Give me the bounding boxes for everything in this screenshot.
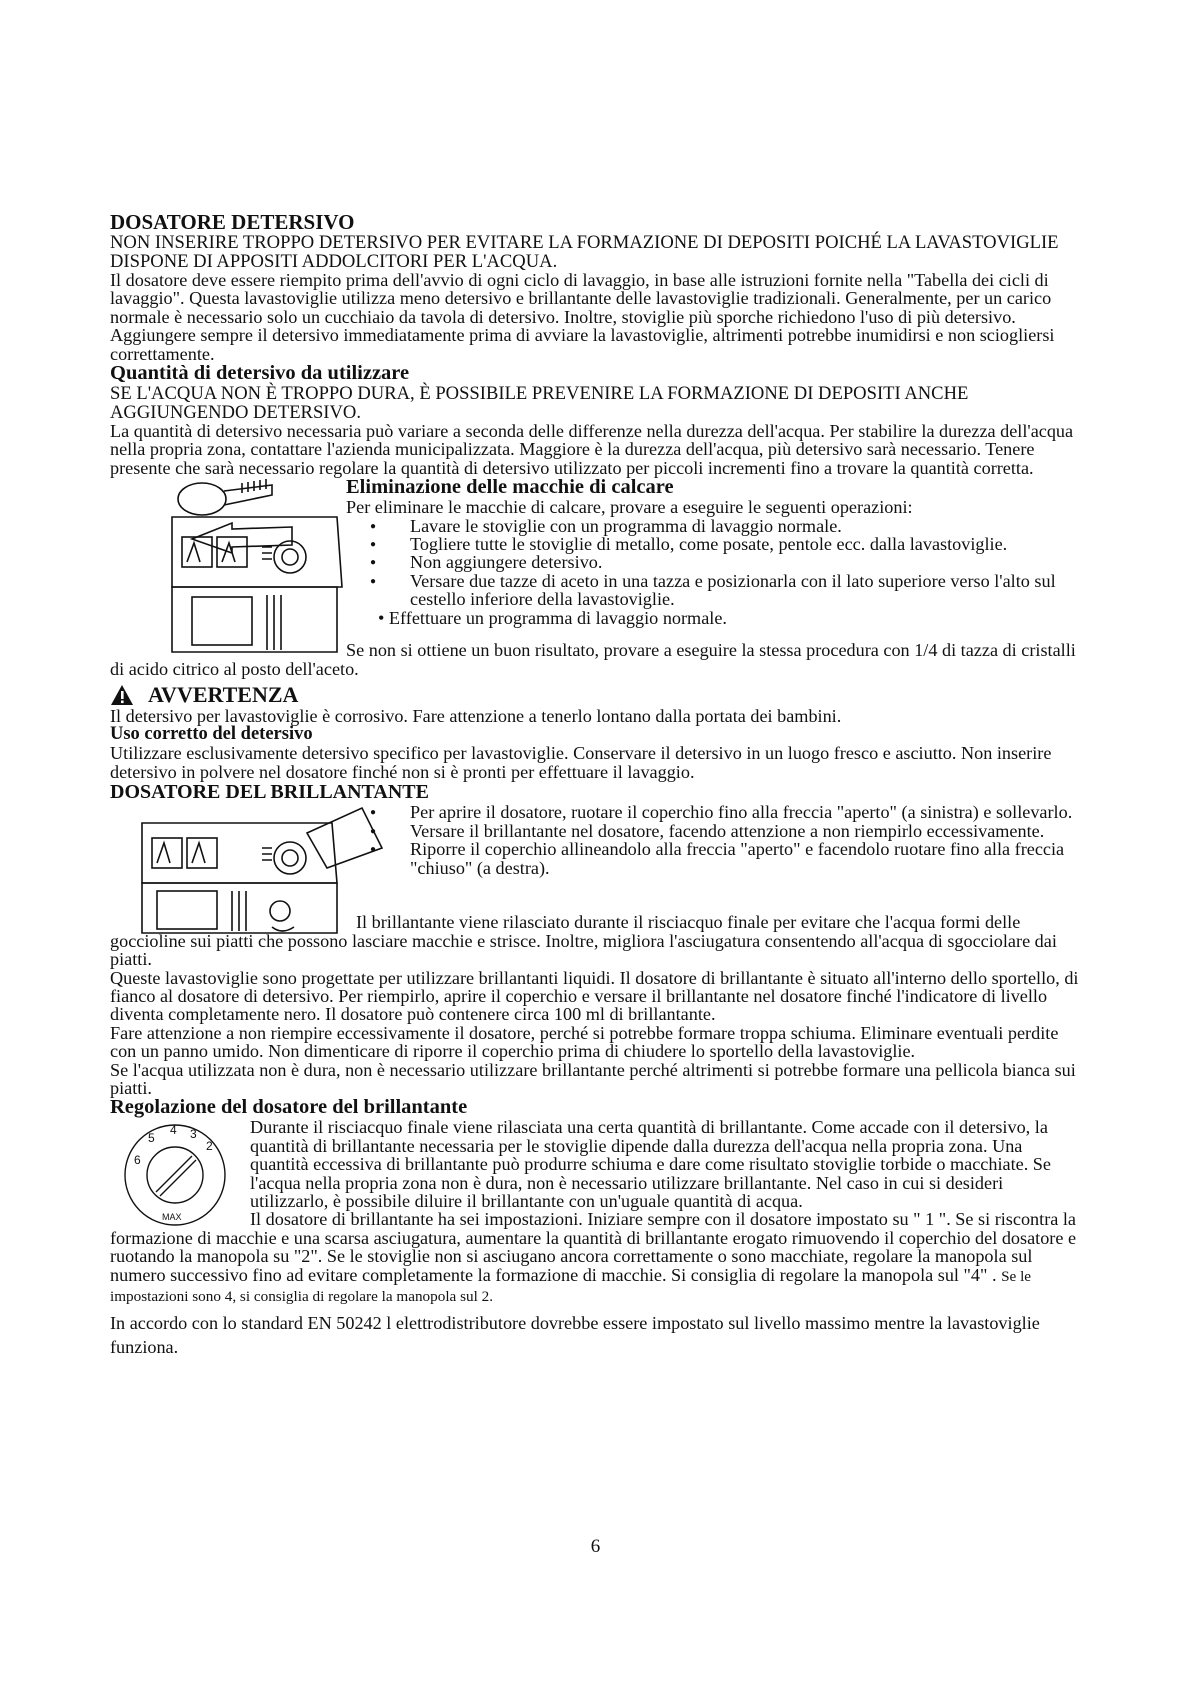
quantity-caps: SE L'ACQUA NON È TROPPO DURA, È POSSIBILE PREVENIRE LA FORMAZIONE DI DEPOSITI ANCHE AGGIUNGENDO DETERSIVO. <box>110 383 969 424</box>
rinse-aid-p1: Il brillantante viene rilasciato durante il risciacquo finale per evitare che l'acqua formi delle goccioline sui piatti che possono lasciare macchie e strisce. Inoltre, migliora l'asciugatura consentendo all'acqua di sgocciolare dai piatti. <box>110 912 1057 970</box>
limescale-intro: Per eliminare le macchie di calcare, provare a eseguire le seguenti operazioni: <box>346 497 913 518</box>
adjustment-p3: In accordo con lo standard EN 50242 l elettrodistributore dovrebbe essere impostato sul livello massimo mentre la lavastoviglie funziona. <box>110 1313 1040 1358</box>
dial-number: 3 <box>190 1127 197 1142</box>
limescale-title: Eliminazione delle macchie di calcare <box>346 476 674 499</box>
dial-max-label: MAX <box>162 1212 182 1223</box>
rinse-aid-p2: Queste lavastoviglie sono progettate per utilizzare brillantanti liquidi. Il dosatore di brillantante è situato all'interno dello sportello, di fianco al dosatore di detersivo. Per riempirlo, aprire il coperchio e versare il brillantante nel dosatore finché l'indicatore di livello diventa completamente nero. Il dosatore può contenere circa 100 ml di brillantante. <box>110 967 1079 1025</box>
list-item: ● Versare due tazze di aceto in una tazza e posizionarla con il lato superiore verso l'alto sul cestello inferiore della lavastoviglie. <box>410 572 1086 609</box>
rinse-aid-p3: Fare attenzione a non riempire eccessivamente il dosatore, perché si potrebbe formare troppa schiuma. Eliminare eventuali perdite con un panno umido. Non dimenticare di riporre il coperchio prima di chiudere lo sportello della lavastoviglie. <box>110 1022 1059 1062</box>
warning-body: Il detersivo per lavastoviglie è corrosivo. Fare attenzione a tenerlo lontano dalla portata dei bambini. <box>110 706 842 727</box>
list-item: ● Per aprire il dosatore, ruotare il coperchio fino alla freccia "aperto" (a sinistra) e sollevarlo. <box>410 803 1100 821</box>
adjustment-p1: Durante il risciacquo finale viene rilasciata una certa quantità di brillantante. Come accade con il detersivo, la quantità di brillantante necessaria per le stoviglie dipende dalla durezza dell'acqua nella propria zona. Una quantità eccessiva di brillantante può produrre schiuma e dare come risultato stoviglie torbide o macchiate. Se l'acqua nella propria zona non è dura, non è necessario utilizzare brillantante. Nel caso in cui si desideri utilizzarlo, è possibile diluire il brillantante con un'uguale quantità di acqua. <box>250 1117 1051 1211</box>
limescale-last-item: • Effettuare un programma di lavaggio normale. <box>378 607 727 628</box>
warning-title: AVVERTENZA <box>148 682 299 708</box>
dial-number: 5 <box>148 1131 155 1146</box>
page-content <box>110 211 1085 1359</box>
list-item: ● Riporre il coperchio allineandolo alla freccia "aperto" e facendolo ruotare fino alla freccia "chiuso" (a destra). <box>410 840 1100 877</box>
adjustment-p2: Il dosatore di brillantante ha sei impostazioni. Iniziare sempre con il dosatore impostato su " 1 ". Se si riscontra la formazione di macchie e una scarsa asciugatura, aumentare la quantità di brillantante erogato rimuovendo il coperchio del dosatore e ruotando la manopola su "2". Se le stoviglie non si asciugano ancora correttamente o sono macchiate, regolare la manopola sul numero successivo fino ad evitare completamente la formazione di macchie. Si consiglia di regolare la manopola sul "4" . Se le impostazioni sono 4, si consiglia di regolare la manopola sul 2. <box>110 1209 1077 1305</box>
adjustment-title: Regolazione del dosatore del brillantante <box>110 1096 468 1119</box>
dial-number: 2 <box>206 1139 213 1154</box>
rinse-aid-section <box>110 803 1085 931</box>
dial-number: 6 <box>134 1153 141 1168</box>
quantity-body: La quantità di detersivo necessaria può variare a seconda delle differenze nella durezza dell'acqua. Per stabilire la durezza dell'acqua nella propria zona, contattare l'azienda municipalizzata. Maggiore è la durezza dell'acqua, più detersivo sarà necessario. Tenere presente che sarà necessario regolare la quantità di detersivo utilizzato per piccoli incrementi fino a trovare la quantità corretta. <box>110 421 1074 478</box>
detergent-dispenser-figure <box>132 477 352 659</box>
list-item: ● Versare il brillantante nel dosatore, facendo attenzione a non riempirlo eccessivamente. <box>410 822 1100 840</box>
detergent-dispenser-body: Il dosatore deve essere riempito prima dell'avvio di ogni ciclo di lavaggio, in base alle istruzioni fornite nella "Tabella dei cicli di lavaggio". Questa lavastoviglie utilizza meno detersivo e brillantante delle lavastoviglie tradizionali. Generalmente, per un carico normale è necessario solo un cucchiaio da tavola di detersivo. Inoltre, stoviglie più sporche richiedono l'uso di più detersivo. Aggiungere sempre il detersivo immediatamente prima di avviare la lavastoviglie, altrimenti potrebbe inumidirsi e non sciogliersi correttamente. <box>110 270 1055 364</box>
limescale-text <box>346 477 1086 627</box>
dial-number: 4 <box>170 1123 177 1138</box>
limescale-list <box>346 517 1086 609</box>
rinse-aid-dial-figure <box>120 1120 230 1230</box>
detergent-dispenser-title: DOSATORE DETERSIVO <box>110 210 355 234</box>
rinse-aid-title: DOSATORE DEL BRILLANTANTE <box>110 781 429 804</box>
warning-heading <box>110 683 1085 707</box>
limescale-outro: Se non si ottiene un buon risultato, provare a eseguire la stessa procedura con 1/4 di tazza di cristalli di acido citrico al posto dell'aceto. <box>110 640 1076 679</box>
limescale-section <box>110 477 1085 659</box>
page-number: 6 <box>590 1536 601 1557</box>
rinse-aid-steps <box>410 803 1100 877</box>
warning-triangle-icon <box>110 684 134 706</box>
adjustment-section <box>110 1117 1085 1223</box>
correct-use-body: Utilizzare esclusivamente detersivo specifico per lavastoviglie. Conservare il detersivo in un luogo fresco e asciutto. Non inserire detersivo in polvere nel dosatore finché non si è pronti per effettuare il lavaggio. <box>110 743 1052 782</box>
list-item: ● Togliere tutte le stoviglie di metallo, come posate, pentole ecc. dalla lavastoviglie. <box>410 535 1086 553</box>
list-item: ● Lavare le stoviglie con un programma di lavaggio normale. <box>410 517 1086 535</box>
correct-use-title: Uso corretto del detersivo <box>110 724 313 745</box>
detergent-dispenser-caps: NON INSERIRE TROPPO DETERSIVO PER EVITARE LA FORMAZIONE DI DEPOSITI POICHÉ LA LAVASTOVIGLIE DISPONE DI APPOSITI ADDOLCITORI PER L'ACQUA. <box>110 232 1059 272</box>
rinse-aid-p4: Se l'acqua utilizzata non è dura, non è necessario utilizzare brillantante perché altrimenti si potrebbe formare una pellicola bianca sui piatti. <box>110 1059 1076 1098</box>
rinse-aid-list <box>410 803 1100 877</box>
list-item: ● Non aggiungere detersivo. <box>410 553 1086 571</box>
quantity-title: Quantità di detersivo da utilizzare <box>110 362 410 385</box>
